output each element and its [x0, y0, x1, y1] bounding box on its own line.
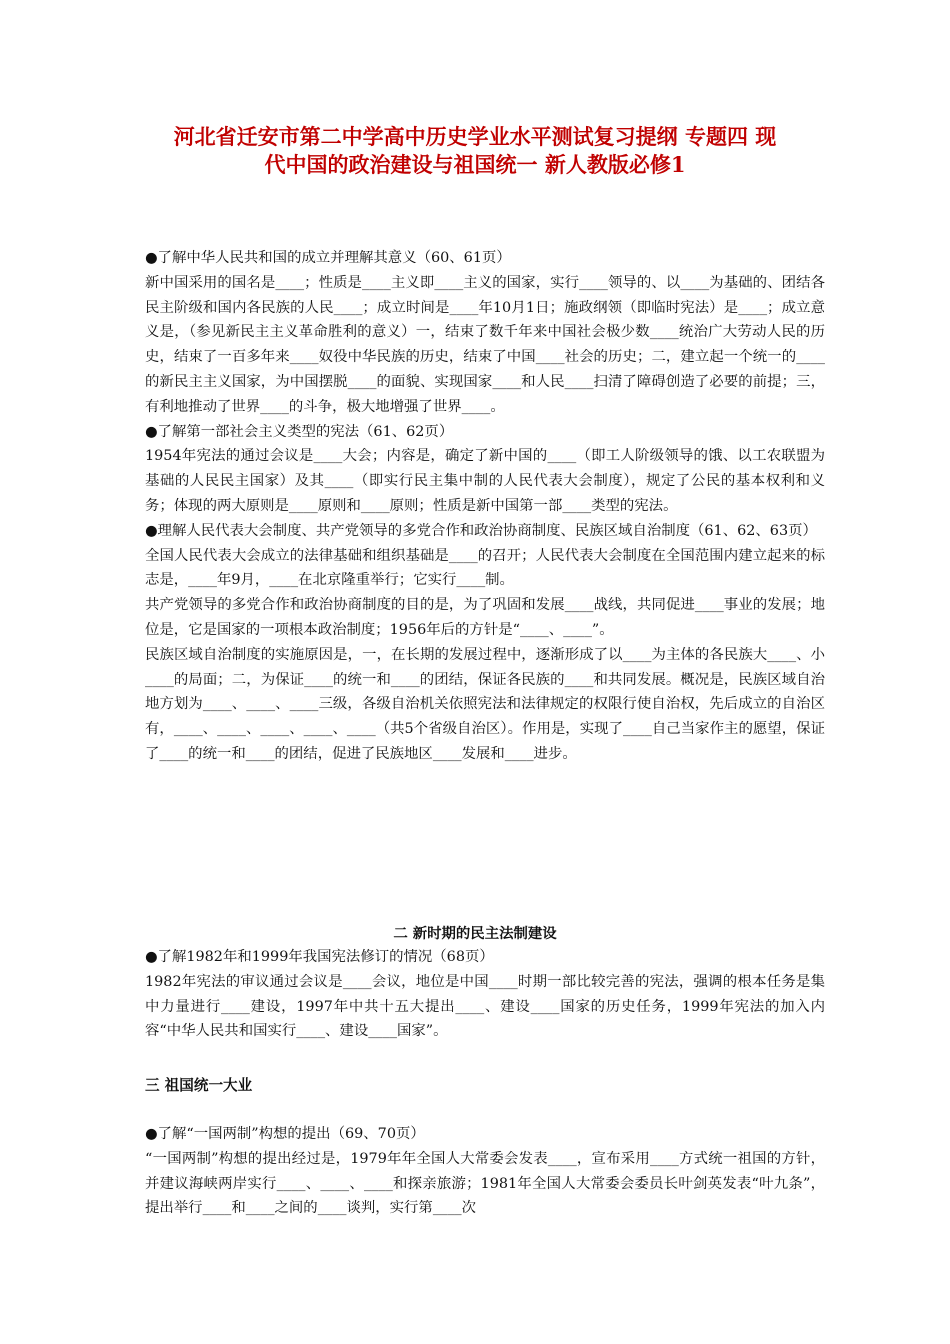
paragraph: “一国两制”构想的提出经过是，1979年年全国人大常委会发表____，宣布采用____方式统一祖国的方针，并建议海峡两岸实行____、____、____和探亲旅游；1981年全国人大常委会委员长叶剑英发表“叶九条”，提出举行____和____之间的____谈判，实行第____次: [145, 1150, 825, 1217]
section-3-heading: 三 祖国统一大业: [145, 1077, 253, 1094]
section-1-body: [145, 246, 825, 767]
title-line-2: 代中国的政治建设与祖国统一 新人教版必修1: [264, 152, 686, 177]
bullet-heading: ●了解“一国两制”构想的提出（69、70页）: [145, 1126, 425, 1142]
paragraph: 1954年宪法的通过会议是____大会；内容是，确定了新中国的____（即工人阶级领导的饿、以工农联盟为基础的人民民主国家）及其____（即实行民主集中制的人民代表大会制度），规定了公民的基本权利和义务；体现的两大原则是____原则和____原则；性质是新中国第一部____类型的宪法。: [145, 448, 825, 514]
bullet-heading: ●了解第一部社会主义类型的宪法（61、62页）: [145, 423, 454, 440]
bullet-heading: ●了解中华人民共和国的成立并理解其意义（60、61页）: [145, 250, 511, 266]
bullet-heading: ●理解人民代表大会制度、共产党领导的多党合作和政治协商制度、民族区域自治制度（61、62、63页）: [145, 522, 817, 539]
section-2-heading: 二 新时期的民主法制建设: [393, 925, 557, 942]
paragraph: 民族区域自治制度的实施原因是，一，在长期的发展过程中，逐渐形成了以____为主体的各民族大____、小____的局面；二，为保证____的统一和____的团结，保证各民族的____和共同发展。概况是，民族区域自治地方划为____、____、____三级，各级自治机关依照宪法和法律规定的权限行使自治权，先后成立的自治区有，____、____、____、____、____（共5个省级自治区）。作用是，实现了____自己当家作主的愿望，保证了____的统一和____的团结，促进了民族地区____发展和____进步。: [145, 646, 825, 762]
section-2-body: [145, 945, 825, 1044]
title-line-1: 河北省迁安市第二中学高中历史学业水平测试复习提纲 专题四 现: [173, 124, 777, 149]
paragraph: 新中国采用的国名是____；性质是____主义即____主义的国家，实行____领导的、以____为基础的、团结各民主阶级和国内各民族的人民____；成立时间是____年10月1日；施政纲领（即临时宪法）是____；成立意义是，（参见新民主主义革命胜利的意义）一，结束了数千年来中国社会极少数____统治广大劳动人民的历史，结束了一百多年来____奴役中华民族的历史，结束了中国____社会的历史；二，建立起一个统一的____的新民主主义国家，为中国摆脱____的面貌、实现国家____和人民____扫清了障碍创造了必要的前提；三，有利地推动了世界____的斗争，极大地增强了世界____。: [145, 274, 825, 415]
paragraph: 共产党领导的多党合作和政治协商制度的目的是，为了巩固和发展____战线，共同促进____事业的发展；地位是，它是国家的一项根本政治制度；1956年后的方针是“____、____”。: [145, 597, 825, 638]
document-title: [130, 123, 820, 179]
paragraph: 1982年宪法的审议通过会议是____会议，地位是中国____时期一部比较完善的宪法，强调的根本任务是集中力量进行____建设，1997年中共十五大提出____、建设____国家的历史任务，1999年宪法的加入内容“中华人民共和国实行____、建设____国家”。: [145, 973, 825, 1040]
bullet-heading: ●了解1982年和1999年我国宪法修订的情况（68页）: [145, 949, 494, 965]
section-3-body: [145, 1122, 825, 1221]
paragraph: 全国人民代表大会成立的法律基础和组织基础是____的召开；人民代表大会制度在全国范围内建立起来的标志是，____年9月，____在北京隆重举行；它实行____制。: [145, 547, 825, 589]
